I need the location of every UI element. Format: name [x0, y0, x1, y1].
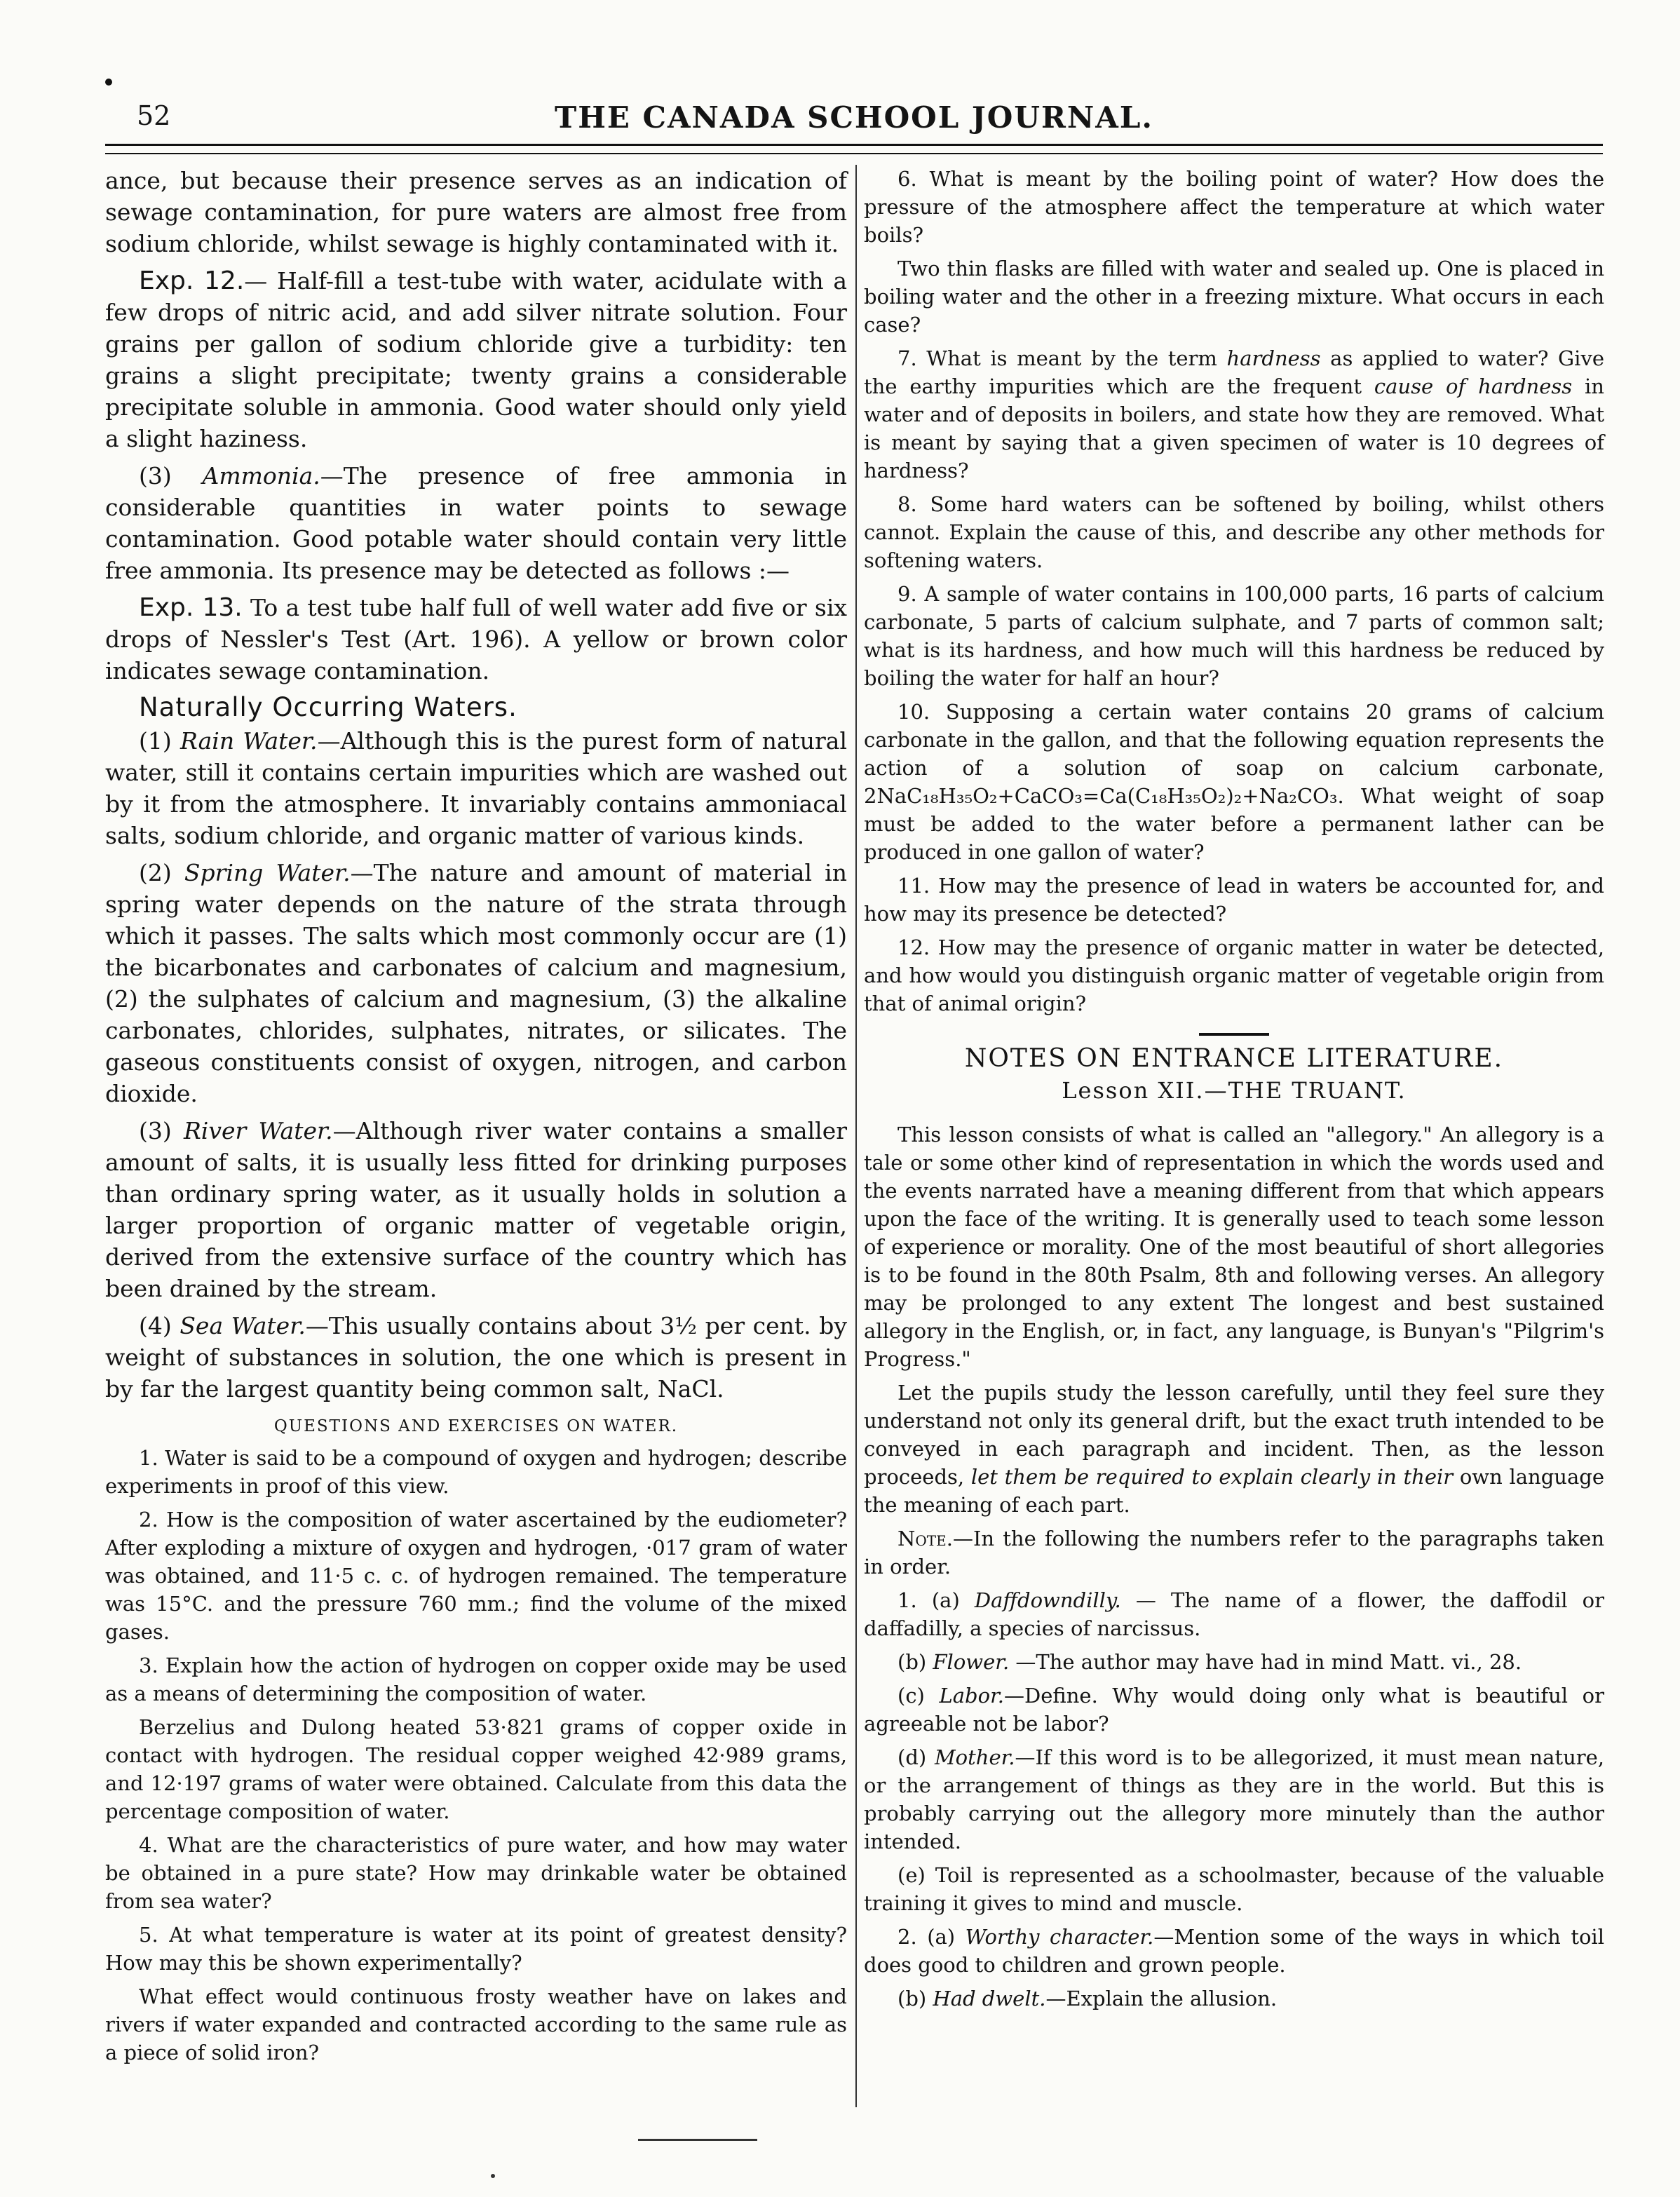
journal-title: THE CANADA SCHOOL JOURNAL.: [554, 100, 1154, 135]
question: 10. Supposing a certain water contains 20 grams of calcium carbonate in the gallon, and that the following equation represents the action of a solution of soap on calcium carbonate, 2NaC₁₈H₃₅O₂+CaCO₃=Ca(C₁₈H₃₅O₂)₂+Na₂CO₃. What weight of soap must be added to the water before a permanent lather can be produced in one gallon of water?: [864, 700, 1604, 864]
note-item: (b) Flower. —The author may have had in mind Matt. vi., 28.: [897, 1650, 1522, 1674]
note-item: (b) Had dwelt.—Explain the allusion.: [897, 1987, 1278, 2010]
question: 4. What are the characteristics of pure water, and how may water be obtained in a pure state? How may drinkable water be obtained from sea water?: [105, 1833, 847, 1913]
experiment-label: Exp. 12.: [139, 266, 245, 295]
section-rule: [1199, 1033, 1269, 1036]
paragraph: This lesson consists of what is called an "allegory." An allegory is a tale or some other kind of representation in which the words used and the events narrated have a meaning different from that which appears upon the face of the writing. It is generally used to teach some lesson of experience or morality. One of the most beautiful of short allegories is to be found in the 80th Psalm, 8th and following verses. An allegory may be prolonged to any extent The longest and best sustained allegory in the English, or, in fact, any language, is Bunyan's "Pilgrim's Progress.": [864, 1123, 1604, 1371]
question: Two thin flasks are filled with water and sealed up. One is placed in boiling water and the other in a freezing mixture. What occurs in each case?: [864, 257, 1604, 337]
paragraph-river-water: (3) River Water.—Although river water contains a smaller amount of salts, it is usually less fitted for drinking purposes than ordinary spring water, as it usually holds in solution a larger proportion of organic matter of vegetable origin, derived from the extensive surface of the country which has been drained by the stream.: [105, 1117, 848, 1302]
note-item: (d) Mother.—If this word is to be allegorized, it must mean nature, or the arrangement of things as they are in the world. But this is probably carrying out the allegory more minutely than the author intended.: [864, 1745, 1604, 1853]
question: 11. How may the presence of lead in waters be accounted for, and how may its presence be detected?: [864, 874, 1604, 926]
question: 2. How is the composition of water ascertained by the eudiometer? After exploding a mixture of oxygen and hydrogen, ·017 gram of water was obtained, and 11·5 c. c. of hydrogen remained. The temperature was 15°C. and the pressure 760 mm.; find the volume of the mixed gases.: [105, 1508, 847, 1644]
note: Note.—In the following the numbers refer to the paragraphs taken in order.: [864, 1527, 1604, 1579]
paragraph: ance, but because their presence serves as an indication of sewage contamination, for pure waters are almost free from sodium chloride, whilst sewage is highly contaminated with it.: [105, 167, 847, 257]
notes-heading: NOTES ON ENTRANCE LITERATURE.: [964, 1044, 1504, 1073]
question: 1. Water is said to be a compound of oxygen and hydrogen; describe experiments in proof of this view.: [105, 1446, 847, 1498]
experiment-label: Exp. 13.: [139, 593, 243, 622]
ink-speck: [491, 2174, 495, 2178]
note-item: 1. (a) Daffdowndilly. — The name of a flower, the daffodil or daffadilly, a species of narcissus.: [864, 1588, 1604, 1640]
water-analysis-section: [105, 165, 847, 1405]
question: 8. Some hard waters can be softened by boiling, whilst others cannot. Explain the cause of this, and describe any other methods for softening waters.: [864, 492, 1604, 572]
experiment-13: Exp. 13. To a test tube half full of well water add five or six drops of Nessler's Test (Art. 196). A yellow or brown color indicates sewage contamination.: [105, 593, 847, 684]
lesson-heading: Lesson XII.—THE TRUANT.: [1062, 1077, 1407, 1104]
note-item: 2. (a) Worthy character.—Mention some of the ways in which toil does good to children and grown people.: [864, 1925, 1604, 1977]
note-item: (c) Labor.—Define. Why would doing only what is beautiful or agreeable not be labor?: [864, 1684, 1604, 1736]
ink-speck: [105, 79, 112, 86]
questions-list: [105, 1444, 847, 2067]
left-column: [105, 165, 847, 2072]
questions-continued: [864, 165, 1604, 1018]
note-item: (e) Toil is represented as a schoolmaster, because of the valuable training it gives to mind and muscle.: [864, 1863, 1604, 1915]
paragraph-spring-water: (2) Spring Water.—The nature and amount of material in spring water depends on the nature of the strata through which it passes. The salts which most commonly occur are (1) the bicarbonates and carbonates of calcium and magnesium, (2) the sulphates of calcium and magnesium, (3) the alkaline carbonates, chlorides, sulphates, nitrates, or silicates. The gaseous constituents consist of oxygen, nitrogen, and carbon dioxide.: [105, 859, 847, 1107]
experiment-12: Exp. 12.— Half-fill a test-tube with water, acidulate with a few drops of nitric acid, and add silver nitrate solution. Four grains per gallon of sodium chloride give a turbidity: ten grains a slight precipitate; twenty grains a considerable precipitate soluble in ammonia. Good water should only yield a slight haziness.: [105, 266, 847, 452]
header-double-rule: [105, 144, 1603, 154]
column-divider: [855, 165, 857, 2107]
question: 6. What is meant by the boiling point of water? How does the pressure of the atmosphere affect the temperature at which water boils?: [864, 167, 1604, 247]
page-header: [105, 95, 1603, 144]
question: 7. What is meant by the term hardness as applied to water? Give the earthy impurities which are the frequent cause of hardness in water and of deposits in boilers, and state how they are removed. What is meant by saying that a given specimen of water is 10 degrees of hardness?: [864, 346, 1604, 482]
footer-rule: [638, 2139, 757, 2141]
paragraph-rain-water: (1) Rain Water.—Although this is the purest form of natural water, still it contains certain impurities which are washed out by it from the atmosphere. It invariably contains ammoniacal salts, sodium chloride, and organic matter of various kinds.: [105, 727, 848, 849]
question: 3. Explain how the action of hydrogen on copper oxide may be used as a means of determining the composition of water.: [105, 1654, 847, 1705]
question: 12. How may the presence of organic matter in water be detected, and how would you distinguish organic matter of vegetable origin from that of animal origin?: [864, 935, 1604, 1015]
right-column: [864, 165, 1604, 2018]
question: What effect would continuous frosty weather have on lakes and rivers if water expanded and contracted according to the same rule as a piece of solid iron?: [105, 1985, 847, 2064]
page-number: 52: [137, 100, 171, 131]
question: 9. A sample of water contains in 100,000 parts, 16 parts of calcium carbonate, 5 parts of calcium sulphate, and 7 parts of common salt; what is its hardness, and how much will this hardness be reduced by boiling the water for half an hour?: [864, 582, 1604, 690]
lesson-notes: [864, 1121, 1604, 2013]
paragraph-sea-water: (4) Sea Water.—This usually contains about 3½ per cent. by weight of substances in solution, the one which is present in by far the largest quantity being common salt, NaCl.: [105, 1312, 847, 1402]
section-heading: Naturally Occurring Waters.: [139, 692, 517, 722]
paragraph-ammonia: (3) Ammonia.—The presence of free ammonia in considerable quantities in water points to sewage contamination. Good potable water should contain very little free ammonia. Its presence may be detected as follows :—: [105, 462, 847, 584]
question: Berzelius and Dulong heated 53·821 grams of copper oxide in contact with hydrogen. The residual copper weighed 42·989 grams, and 12·197 grams of water were obtained. Calculate from this data the percentage composition of water.: [105, 1715, 847, 1823]
questions-heading: QUESTIONS AND EXERCISES ON WATER.: [273, 1417, 679, 1435]
paragraph: Let the pupils study the lesson carefully, until they feel sure they understand not only its general drift, but the exact truth intended to be conveyed in each paragraph and incident. Then, as the lesson proceeds, let them be required to explain clearly in their own language the meaning of each part.: [864, 1381, 1604, 1517]
question: 5. At what temperature is water at its point of greatest density? How may this be shown experimentally?: [105, 1923, 847, 1975]
